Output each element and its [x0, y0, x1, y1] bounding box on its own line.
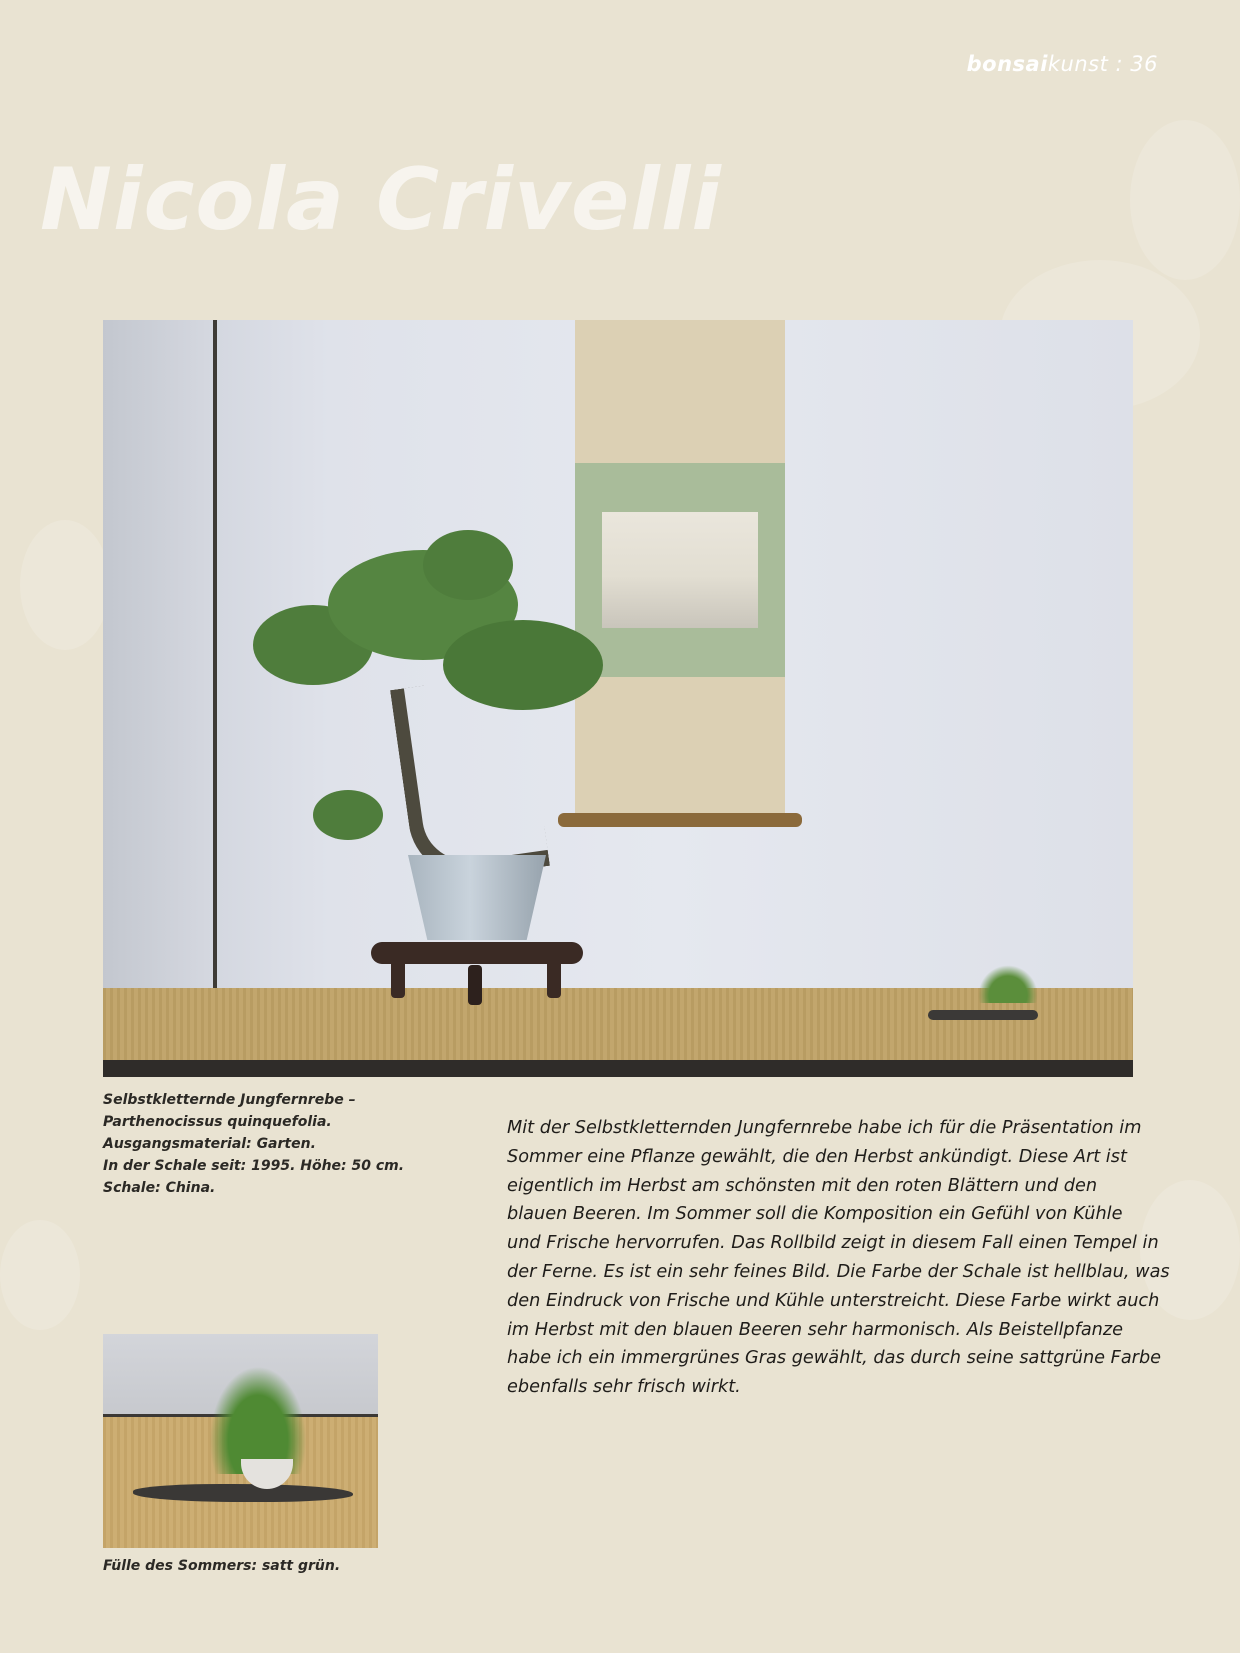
- body-line: blauen Beeren. Im Sommer soll die Komposition ein Gefühl von Kühle: [507, 1204, 1123, 1225]
- bonsai-pot: [408, 855, 546, 940]
- slate-stone: [133, 1484, 353, 1502]
- scroll-painting: [602, 512, 758, 628]
- stand-leg: [391, 960, 405, 998]
- accent-grass: [978, 965, 1038, 1003]
- body-line: eigentlich im Herbst am schönsten mit den roten Blättern und den: [507, 1175, 1098, 1196]
- body-line: habe ich ein immergrünes Gras gewählt, das durch seine sattgrüne Farbe: [507, 1348, 1162, 1369]
- hanging-scroll: [575, 320, 785, 827]
- caption-line: Selbstkletternde Jungfernrebe –: [103, 1092, 356, 1108]
- author-title: Nicola Crivelli: [40, 150, 722, 250]
- accent-stone: [928, 1010, 1038, 1020]
- body-line: ebenfalls sehr frisch wirkt.: [507, 1377, 741, 1398]
- bonsai-foliage: [313, 790, 383, 840]
- photo-side-wall: [103, 320, 217, 992]
- background-leaf: [20, 520, 110, 650]
- body-line: Mit der Selbstkletternden Jungfernrebe habe ich für die Präsentation im: [507, 1118, 1142, 1138]
- body-line: den Eindruck von Frische und Kühle unterstreicht. Diese Farbe wirkt auch: [507, 1290, 1160, 1311]
- stand-leg: [468, 965, 482, 1005]
- caption-line: Parthenocissus quinquefolia.: [103, 1114, 332, 1130]
- running-head: [967, 52, 1158, 76]
- scroll-rod: [558, 813, 802, 827]
- small-photo-caption: Fülle des Sommers: satt grün.: [103, 1558, 341, 1574]
- body-line: der Ferne. Es ist ein sehr feines Bild. Die Farbe der Schale ist hellblau, was: [507, 1261, 1170, 1282]
- stand-leg: [547, 960, 561, 998]
- bonsai-foliage: [423, 530, 513, 600]
- main-photo-caption: [103, 1089, 423, 1199]
- body-paragraph: [507, 1114, 1170, 1402]
- small-photo: [103, 1334, 378, 1548]
- main-photo: [103, 320, 1133, 1077]
- background-leaf: [0, 1220, 80, 1330]
- body-line: Sommer eine Pflanze gewählt, die den Herbst ankündigt. Diese Art ist: [507, 1146, 1127, 1167]
- caption-line: In der Schale seit: 1995. Höhe: 50 cm.: [103, 1158, 405, 1174]
- caption-line: Ausgangsmaterial: Garten.: [103, 1136, 316, 1152]
- running-head-brand: bonsai: [966, 52, 1048, 76]
- caption-line: Schale: China.: [103, 1180, 216, 1196]
- running-head-page: kunst : 36: [1047, 52, 1158, 76]
- background-leaf: [1130, 120, 1240, 280]
- grass-planting: [208, 1364, 308, 1474]
- body-line: im Herbst mit den blauen Beeren sehr harmonisch. Als Beistellpfanze: [507, 1319, 1124, 1340]
- body-line: und Frische hervorrufen. Das Rollbild zeigt in diesem Fall einen Tempel in: [507, 1233, 1159, 1254]
- tatami-edge: [103, 1060, 1133, 1077]
